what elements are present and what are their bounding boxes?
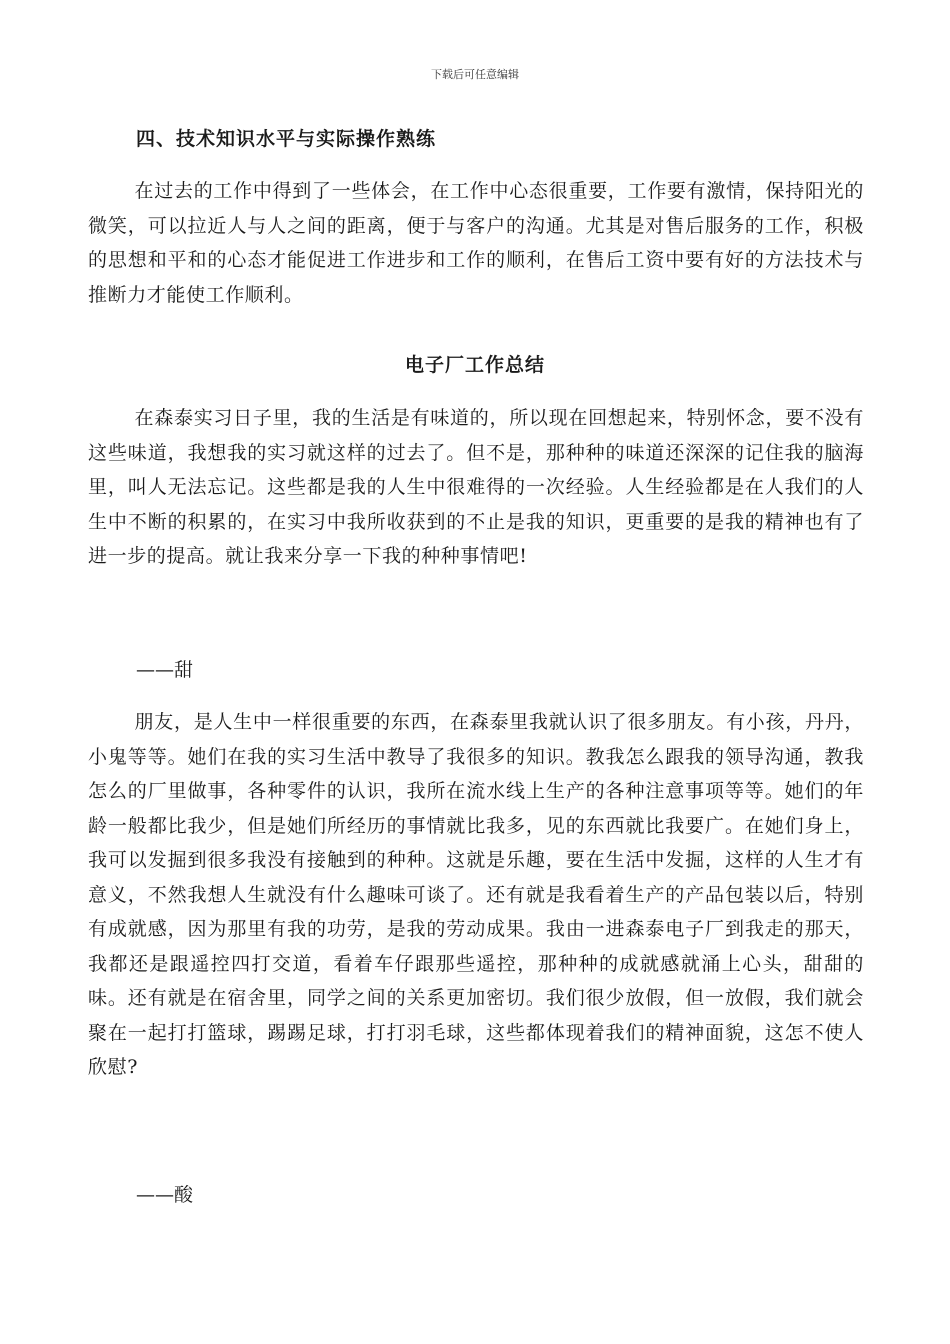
section-marker-sour: ——酸: [136, 1184, 194, 1206]
document-title: 电子厂工作总结: [404, 354, 545, 376]
section-marker-sweet: ——甜: [136, 659, 194, 681]
page-header-note: 下载后可任意编辑: [431, 68, 519, 81]
sweet-paragraph: 朋友，是人生中一样很重要的东西，在森泰里我就认识了很多朋友。有小孩，丹丹，小鬼等等。她们在我的实习生活中教导了我很多的知识。教我怎么跟我的领导沟通，教我怎么的厂里做事，各种零件的认识，我所在流水线上生产的各种注意事项等等。她们的年龄一般都比我少，但是她们所经历的事情就比我多，见的东西就比我要广。在她们身上，我可以发掘到很多我没有接触到的种种。这就是乐趣，要在生活中发掘，这样的人生才有意义，不然我想人生就没有什么趣味可谈了。还有就是我看着生产的产品包装以后，特别有成就感，因为那里有我的功劳，是我的劳动成果。我由一进森泰电子厂到我走的那天，我都还是跟遥控四打交道，看着车仔跟那些遥控，那种种的成就感就涌上心头，甜甜的味。还有就是在宿舍里，同学之间的关系更加密切。我们很少放假，但一放假，我们就会聚在一起打打篮球，踢踢足球，打打羽毛球，这些都体现着我们的精神面貌，这怎不使人欣慰?: [88, 711, 864, 1078]
section-heading: 四、技术知识水平与实际操作熟练: [136, 128, 437, 150]
section-paragraph: 在过去的工作中得到了一些体会，在工作中心态很重要，工作要有激情，保持阳光的微笑，可以拉近人与人之间的距离，便于与客户的沟通。尤其是对售后服务的工作，积极的思想和平和的心态才能促进工作进步和工作的顺利，在售后工资中要有好的方法技术与推断力才能使工作顺利。: [88, 180, 864, 306]
intro-paragraph: 在森泰实习日子里，我的生活是有味道的，所以现在回想起来，特别怀念，要不没有这些味道，我想我的实习就这样的过去了。但不是，那种种的味道还深深的记住我的脑海里，叫人无法忘记。这些都是我的人生中很难得的一次经验。人生经验都是在人我们的人生中不断的积累的，在实习中我所收获到的不止是我的知识，更重要的是我的精神也有了进一步的提高。就让我来分享一下我的种种事情吧!: [88, 407, 864, 567]
